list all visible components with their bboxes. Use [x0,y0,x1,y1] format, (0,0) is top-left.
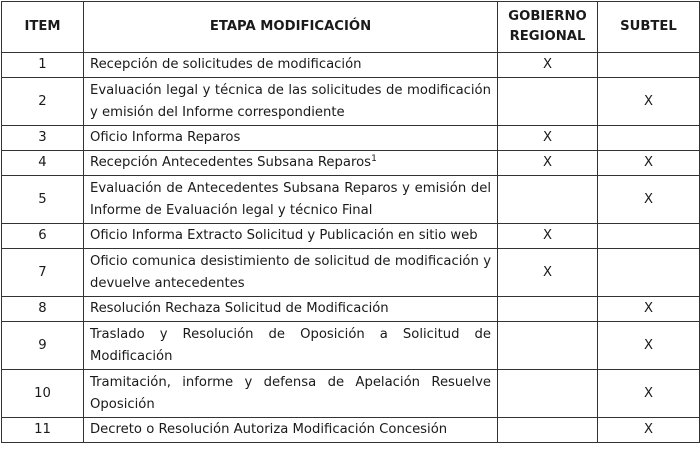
subtel-mark: X [598,78,700,126]
header-subtel: SUBTEL [598,2,700,53]
header-item: ITEM [2,2,84,53]
table-row [2,249,700,297]
gobierno-mark [498,370,598,418]
etapa-description: Oficio comunica desistimiento de solicitud de modificación y devuelve antecedentes [84,249,498,297]
table-row [2,176,700,224]
modification-stages-table [1,1,700,443]
header-row [2,2,700,53]
gobierno-mark [498,297,598,322]
gobierno-mark: X [498,53,598,78]
item-number: 10 [2,370,84,418]
header-gobierno-regional: GOBIERNO REGIONAL [498,2,598,53]
item-number: 11 [2,418,84,443]
subtel-mark: X [598,176,700,224]
etapa-description: Resolución Rechaza Solicitud de Modificación [84,297,498,322]
etapa-description: Oficio Informa Extracto Solicitud y Publicación en sitio web [84,224,498,249]
item-number: 1 [2,53,84,78]
etapa-description: Decreto o Resolución Autoriza Modificación Concesión [84,418,498,443]
item-number: 2 [2,78,84,126]
subtel-mark: X [598,297,700,322]
table-row [2,224,700,249]
gobierno-mark: X [498,151,598,176]
gobierno-mark: X [498,126,598,151]
etapa-description: Evaluación legal y técnica de las solicitudes de modificación y emisión del Informe correspondiente [84,78,498,126]
gobierno-mark [498,322,598,370]
table-row [2,53,700,78]
table-row [2,151,700,176]
subtel-mark [598,126,700,151]
item-number: 7 [2,249,84,297]
subtel-mark [598,249,700,297]
etapa-description [84,151,498,176]
item-number: 3 [2,126,84,151]
etapa-text: Recepción Antecedentes Subsana Reparos [90,155,372,170]
item-number: 9 [2,322,84,370]
item-number: 4 [2,151,84,176]
subtel-mark: X [598,322,700,370]
subtel-mark: X [598,418,700,443]
item-number: 6 [2,224,84,249]
subtel-mark [598,53,700,78]
subtel-mark [598,224,700,249]
gobierno-mark [498,176,598,224]
subtel-mark: X [598,370,700,418]
table-row [2,322,700,370]
item-number: 5 [2,176,84,224]
table-row [2,418,700,443]
footnote-ref: 1 [371,154,377,164]
etapa-description: Recepción de solicitudes de modificación [84,53,498,78]
gobierno-mark [498,418,598,443]
etapa-description: Traslado y Resolución de Oposición a Solicitud de Modificación [84,322,498,370]
table-row [2,78,700,126]
gobierno-mark: X [498,249,598,297]
etapa-description: Tramitación, informe y defensa de Apelación Resuelve Oposición [84,370,498,418]
etapa-description: Evaluación de Antecedentes Subsana Reparos y emisión del Informe de Evaluación legal y técnico Final [84,176,498,224]
table-row [2,297,700,322]
header-etapa: ETAPA MODIFICACIÓN [84,2,498,53]
table-row [2,126,700,151]
item-number: 8 [2,297,84,322]
gobierno-mark: X [498,224,598,249]
table-row [2,370,700,418]
etapa-description: Oficio Informa Reparos [84,126,498,151]
subtel-mark: X [598,151,700,176]
gobierno-mark [498,78,598,126]
